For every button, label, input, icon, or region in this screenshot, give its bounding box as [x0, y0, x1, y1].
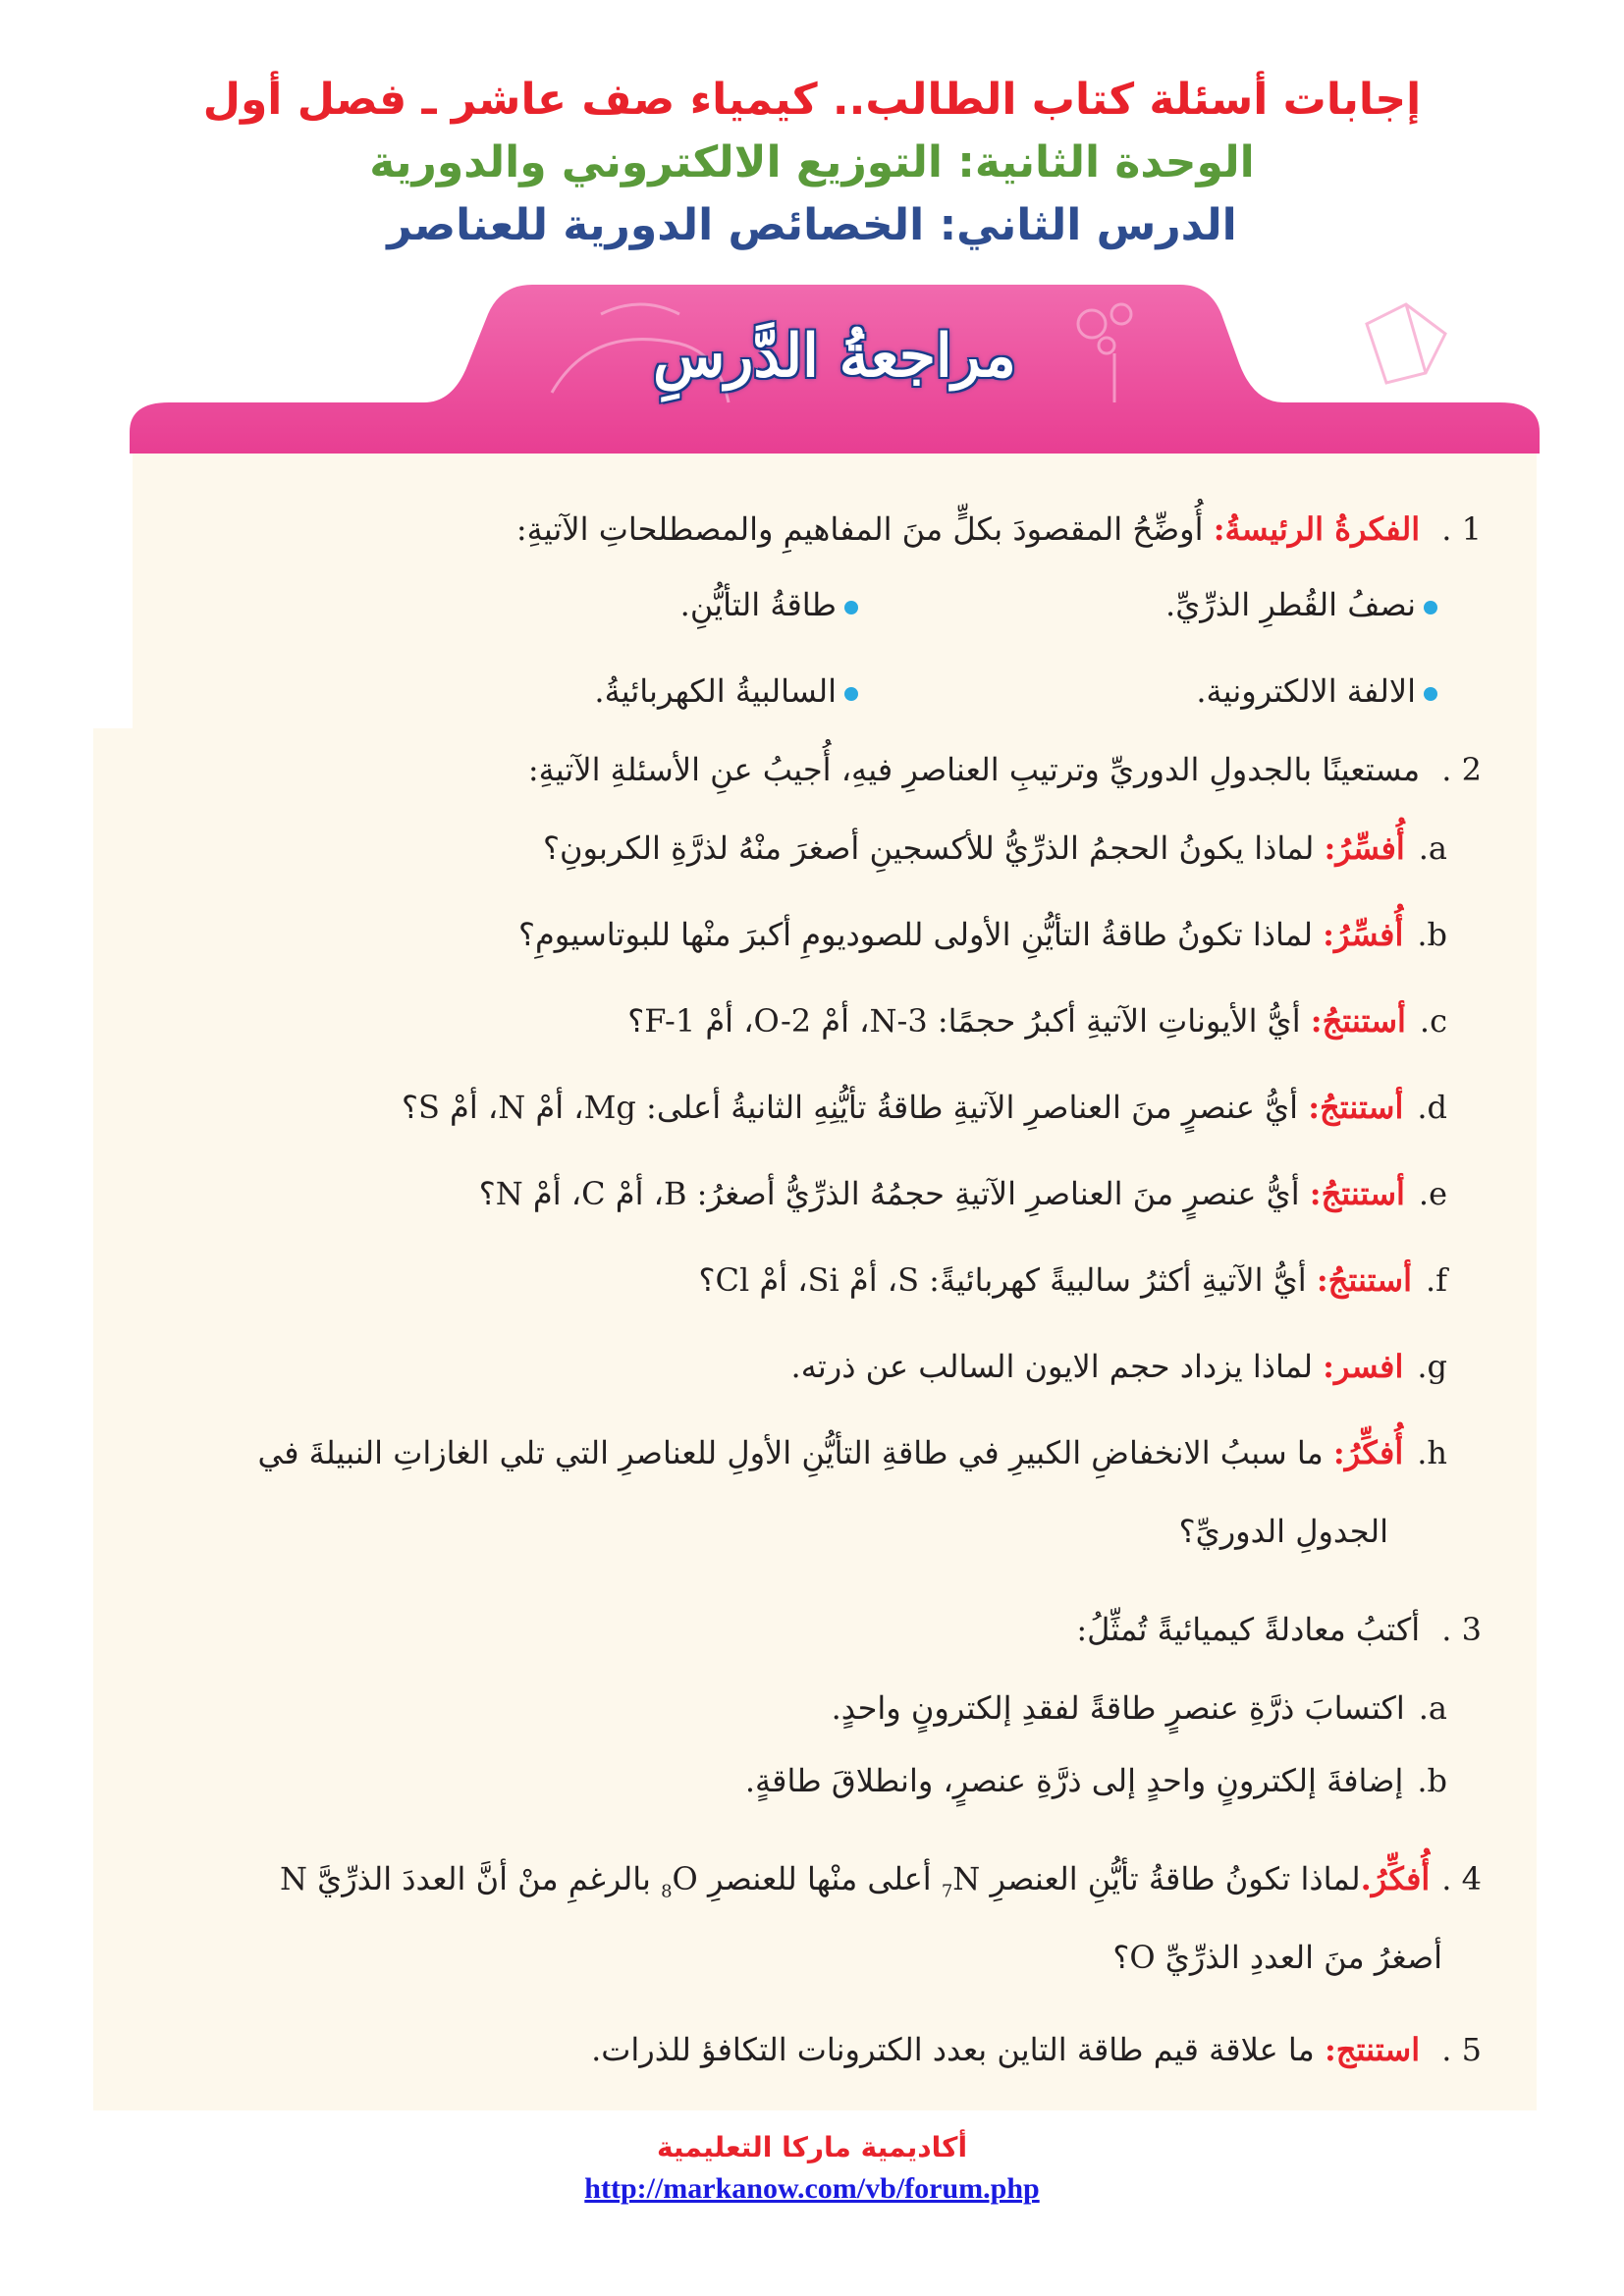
term-item: السالبيةُ الكهربائيةُ. [594, 667, 858, 715]
lesson-review-banner [130, 285, 1540, 461]
question-text: أُوضِّحُ المقصودَ بكلٍّ منَ المفاهيمِ والمصطلحاتِ الآتيةِ: [515, 510, 1204, 548]
question-text: مستعينًا بالجدولِ الدوريِّ وترتيبِ العناصرِ فيهِ، أُجيبُ عنِ الأسئلةِ الآتيةِ: [527, 751, 1421, 788]
header [0, 69, 1624, 257]
term-item: نصفُ القُطرِ الذرِّيِّ. [1165, 581, 1437, 628]
question-keyword: استنتج: [1324, 2031, 1421, 2068]
academy-name: أكاديمية ماركا التعليمية [656, 2131, 968, 2163]
term-item: الالفة الالكترونية. [1196, 667, 1437, 715]
bullet-icon [844, 687, 858, 701]
question-number: 5 . [1441, 2031, 1482, 2068]
sub-question-d: d.أستنتجُ: أيُّ عنصرٍ منَ العناصرِ الآتيةِ طاقةُ تأيُّنِهِ الثانيةُ أعلى: Mg، أمْ N، أمْ S؟ [401, 1089, 1447, 1126]
sub-question-h: h.أُفكِّرُ: ما سببُ الانخفاضِ الكبيرِ في طاقةِ التأيُّنِ الأولِ للعناصرِ التي تلي الغازاتِ النبيلةَ في [257, 1434, 1447, 1471]
question-4-continued: أصغرُ منَ العددِ الذرِّيِّ O؟ [1112, 1939, 1442, 1976]
question-number: 1 . [1441, 510, 1482, 548]
sub-question-e: e.أستنتجُ: أيُّ عنصرٍ منَ العناصرِ الآتيةِ حجمُهُ الذرِّيُّ أصغرُ: B، أمْ C، أمْ N؟ [478, 1175, 1447, 1212]
question-number: 4 . [1441, 1860, 1482, 1897]
question-keyword: الفكرةُ الرئيسةُ: [1213, 510, 1421, 548]
sub-question-b: b.أُفسِّرُ: لماذا تكونُ طاقةُ التأيُّنِ الأولى للصوديومِ أكبرَ منْها للبوتاسيومِ؟ [518, 916, 1447, 953]
question-1 [516, 506, 1482, 553]
forum-link[interactable]: http://markanow.com/vb/forum.php [584, 2172, 1040, 2205]
question-number: 2 . [1441, 751, 1482, 788]
lesson-title: الدرس الثاني: الخصائص الدورية للعناصر [387, 200, 1237, 250]
bullet-icon [1424, 601, 1437, 614]
main-title: إجابات أسئلة كتاب الطالب.. كيمياء صف عاشر ـ فصل أول [202, 75, 1422, 125]
bullet-icon [1424, 687, 1437, 701]
question-5 [591, 2026, 1482, 2073]
q3-sub-b: b.إضافةَ إلكترونٍ واحدٍ إلى ذرَّةِ عنصرٍ، وانطلاقَ طاقةٍ. [744, 1762, 1447, 1799]
question-4: 4 .أُفكِّرُ.لماذا تكونُ طاقةُ تأيُّنِ العنصرِ $_7$N أعلى منْها للعنصرِ $_8$O بالرغمِ منْ أنَّ العددَ الذرِّيَّ N [280, 1860, 1482, 1902]
sub-question-h-continued: الجدولِ الدوريِّ؟ [1178, 1513, 1388, 1550]
bullet-icon [844, 601, 858, 614]
question-2 [528, 746, 1482, 793]
question-3 [1076, 1606, 1482, 1653]
term-item: طاقةُ التأيُّنِ. [680, 581, 858, 628]
sub-question-a: a.أُفسِّرُ: لماذا يكونُ الحجمُ الذرِّيُّ للأكسجينِ أصغرَ منْهُ لذرَّةِ الكربونِ؟ [543, 829, 1447, 867]
question-number: 3 . [1441, 1611, 1482, 1648]
unit-title: الوحدة الثانية: التوزيع الالكتروني والدورية [369, 137, 1255, 187]
banner-title: مراجعةُ الدَّرسِ [653, 322, 1016, 391]
question-text: أكتبُ معادلةً كيميائيةً تُمثِّلُ: [1076, 1611, 1421, 1648]
sub-question-f: f.أستنتجُ: أيُّ الآتيةِ أكثرُ سالبيةً كهربائيةً: S، أمْ Si، أمْ Cl؟ [698, 1261, 1447, 1299]
question-keyword: أُفكِّرُ. [1360, 1860, 1431, 1897]
footer [0, 2128, 1624, 2211]
sub-question-c: c.أستنتجُ: أيُّ الأيوناتِ الآتيةِ أكبرُ حجمًا: N-3، أمْ O-2، أمْ F-1؟ [627, 1002, 1447, 1040]
q3-sub-a: a.اكتسابَ ذرَّةِ عنصرٍ طاقةً لفقدِ إلكترونٍ واحدٍ. [831, 1689, 1447, 1727]
sub-question-g: g.افسر: لماذا يزداد حجم الايون السالب عن ذرته. [790, 1348, 1447, 1385]
question-text: ما علاقة قيم طاقة التاين بعدد الكترونات التكافؤ للذرات. [591, 2031, 1315, 2068]
